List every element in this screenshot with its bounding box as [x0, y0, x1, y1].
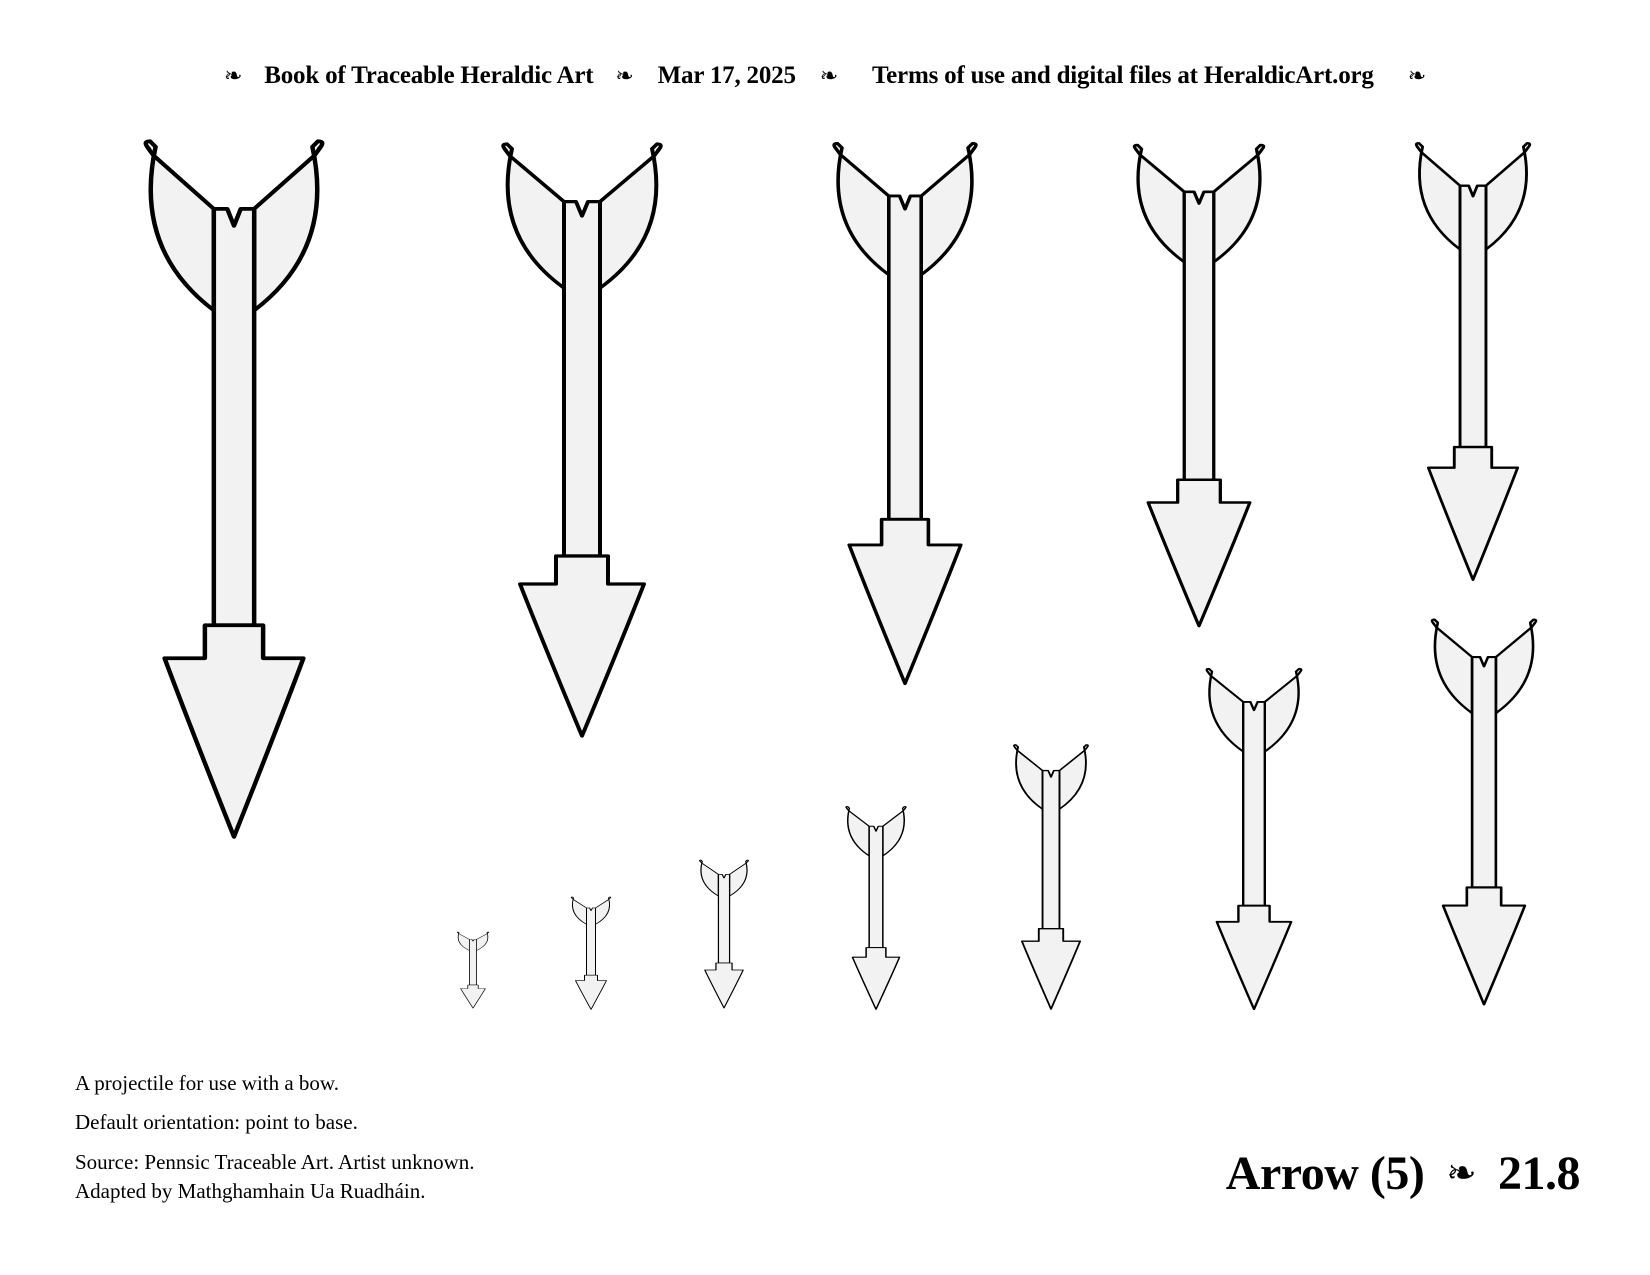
header-ornament-2: ❧ — [615, 63, 634, 88]
header-ornament-left: ❧ — [224, 63, 243, 88]
plate-title — [1226, 1143, 1580, 1203]
arrow-figure-6 — [1432, 620, 1536, 1005]
plate-ornament: ❧ — [1446, 1153, 1476, 1193]
description-line-2: Default orientation: point to base. — [75, 1110, 358, 1134]
book-title: Book of Traceable Heraldic Art — [264, 62, 594, 89]
header-ornament-3: ❧ — [819, 63, 838, 88]
arrow-figure-4 — [1134, 145, 1263, 626]
arrow-figure-2 — [503, 144, 661, 736]
source-line-2: Adapted by Mathghamhain Ua Ruadháin. — [75, 1179, 426, 1203]
header-ornament-right: ❧ — [1407, 63, 1426, 88]
arrow-figure-1 — [146, 141, 322, 837]
terms-link-text: Terms of use and digital files at HeraldicArt.org — [871, 62, 1374, 89]
arrow-figure-5 — [1416, 143, 1529, 580]
plate-number: 21.8 — [1498, 1146, 1580, 1200]
source-line-1: Source: Pennsic Traceable Art. Artist unknown. — [75, 1150, 475, 1174]
description-line-1: A projectile for use with a bow. — [75, 1071, 339, 1095]
header-date: Mar 17, 2025 — [657, 62, 796, 89]
arrow-figure-9 — [846, 807, 906, 1010]
arrow-figure-8 — [1014, 745, 1088, 1009]
arrow-figure-10 — [700, 860, 749, 1008]
arrow-figure-12 — [457, 932, 489, 1008]
arrow-figure-3 — [834, 143, 976, 683]
plate-name: Arrow (5) — [1225, 1146, 1425, 1200]
arrow-figure-7 — [1207, 669, 1302, 1009]
arrow-figure-11 — [571, 897, 610, 1009]
